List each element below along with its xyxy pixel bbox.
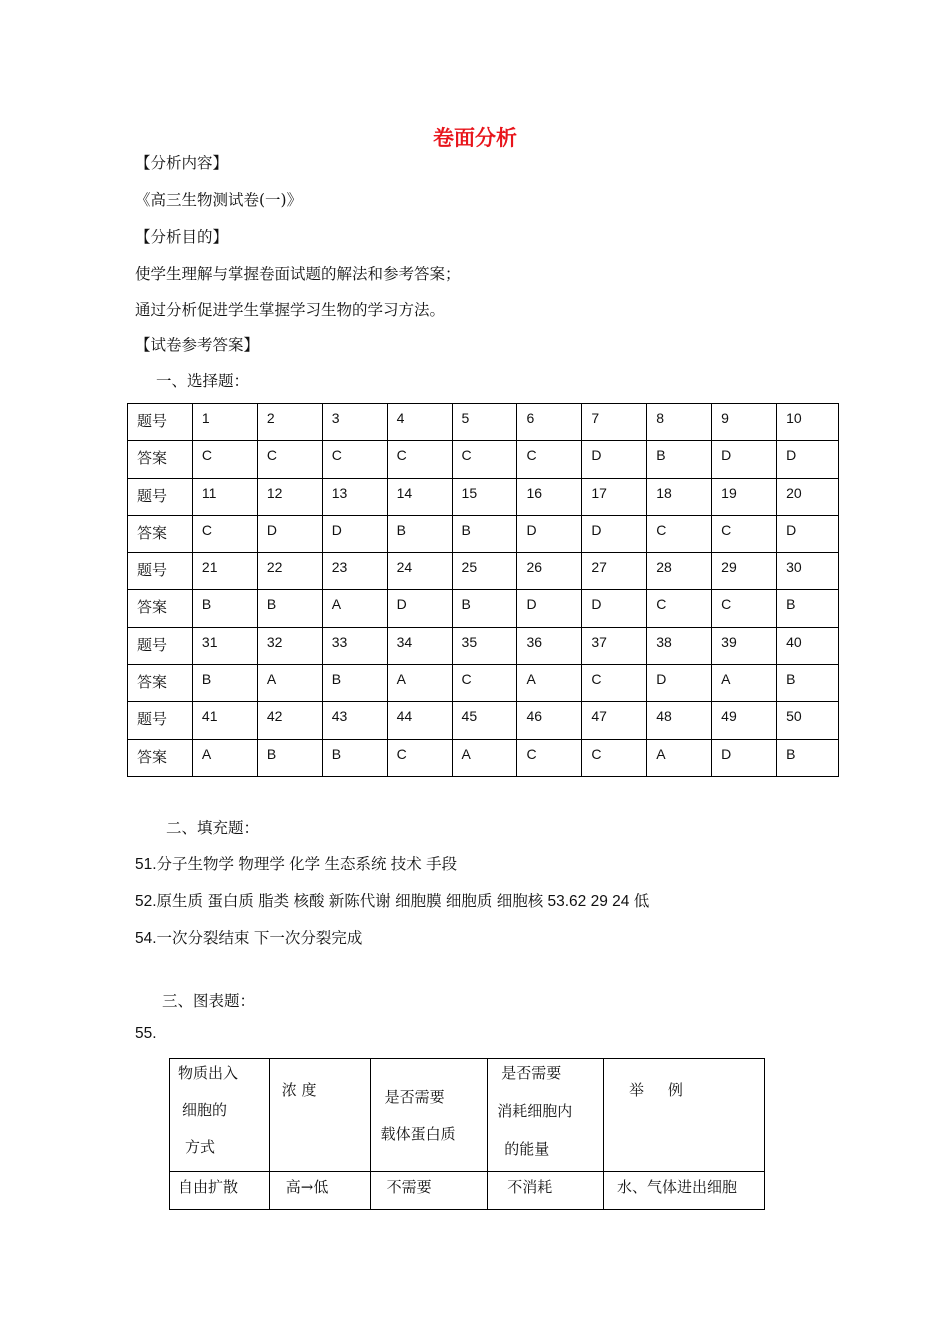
- question-number-cell: 7: [582, 404, 647, 441]
- question-number-cell: 43: [322, 702, 387, 739]
- answer-cell: D: [582, 515, 647, 552]
- answer-cell: D: [517, 590, 582, 627]
- question-number-cell: 13: [322, 478, 387, 515]
- question-number-cell: 35: [452, 627, 517, 664]
- answer-cell: B: [452, 515, 517, 552]
- question-number-cell: 24: [387, 553, 452, 590]
- question-number-row: [128, 404, 839, 441]
- question-number-cell: 40: [777, 627, 839, 664]
- answer-cell: A: [647, 739, 712, 776]
- goal-text-2: 通过分析促进学生掌握学习生物的学习方法。: [135, 301, 446, 319]
- row-label-number: 题号: [128, 627, 193, 664]
- section-chart-heading: 三、图表题：: [162, 992, 256, 1010]
- answer-cell: C: [712, 515, 777, 552]
- question-number-cell: 33: [322, 627, 387, 664]
- answer-cell: A: [192, 739, 257, 776]
- question-number-cell: 29: [712, 553, 777, 590]
- question-number-row: [128, 553, 839, 590]
- section-choice-heading: 一、选择题：: [156, 372, 250, 390]
- question-number-cell: 45: [452, 702, 517, 739]
- answer-row: [128, 441, 839, 478]
- header-energy-line-2: 消耗细胞内: [497, 1102, 573, 1120]
- question-number-cell: 18: [647, 478, 712, 515]
- header-carrier-line-2: 载体蛋白质: [380, 1125, 456, 1143]
- answer-cell: C: [582, 665, 647, 702]
- question-number-cell: 44: [387, 702, 452, 739]
- question-number-cell: 23: [322, 553, 387, 590]
- answer-54: 54.一次分裂结束 下一次分裂完成: [135, 930, 363, 947]
- row-label-answer: 答案: [128, 665, 193, 702]
- answer-row: [128, 590, 839, 627]
- answer-cell: C: [517, 739, 582, 776]
- heading-analysis-goal: 【分析目的】: [135, 228, 229, 246]
- question-number-cell: 38: [647, 627, 712, 664]
- answer-cell: B: [647, 441, 712, 478]
- answer-cell: D: [257, 515, 322, 552]
- question-number-cell: 46: [517, 702, 582, 739]
- question-number-cell: 37: [582, 627, 647, 664]
- header-energy-line-3: 的能量: [504, 1140, 550, 1158]
- answer-cell: A: [712, 665, 777, 702]
- cell-mode: 自由扩散: [170, 1172, 270, 1210]
- question-number-cell: 17: [582, 478, 647, 515]
- question-number-cell: 3: [322, 404, 387, 441]
- answer-51: 51.分子生物学 物理学 化学 生态系统 技术 手段: [135, 856, 458, 873]
- header-mode-line-3: 方式: [185, 1138, 216, 1156]
- header-mode-line-1: 物质出入: [178, 1064, 239, 1082]
- answer-cell: B: [192, 665, 257, 702]
- question-number-cell: 31: [192, 627, 257, 664]
- question-number-row: [128, 478, 839, 515]
- question-number-cell: 30: [777, 553, 839, 590]
- answer-row: [128, 739, 839, 776]
- section-fill-heading: 二、填充题：: [166, 819, 260, 837]
- answer-cell: A: [452, 739, 517, 776]
- answer-cell: C: [647, 515, 712, 552]
- cell-example: 水、气体进出细胞: [604, 1172, 765, 1210]
- question-number-cell: 50: [777, 702, 839, 739]
- question-number-cell: 36: [517, 627, 582, 664]
- question-number-cell: 1: [192, 404, 257, 441]
- answer-cell: B: [322, 739, 387, 776]
- row-label-answer: 答案: [128, 441, 193, 478]
- question-number-cell: 14: [387, 478, 452, 515]
- analysis-content-text: 《高三生物测试卷(一)》: [135, 191, 303, 209]
- row-label-answer: 答案: [128, 590, 193, 627]
- row-label-number: 题号: [128, 702, 193, 739]
- answer-cell: B: [192, 590, 257, 627]
- choice-answer-table: [127, 403, 839, 777]
- answer-cell: C: [517, 441, 582, 478]
- question-number-cell: 19: [712, 478, 777, 515]
- answer-cell: C: [647, 590, 712, 627]
- row-label-number: 题号: [128, 553, 193, 590]
- cell-carrier: 不需要: [370, 1172, 488, 1210]
- answer-cell: D: [322, 515, 387, 552]
- answer-cell: B: [257, 739, 322, 776]
- question-number-cell: 28: [647, 553, 712, 590]
- answer-cell: C: [387, 441, 452, 478]
- header-transport-mode: [170, 1059, 270, 1172]
- answer-cell: A: [257, 665, 322, 702]
- question-number-cell: 8: [647, 404, 712, 441]
- question-number-row: [128, 702, 839, 739]
- answer-cell: C: [192, 441, 257, 478]
- question-number-row: [128, 627, 839, 664]
- answer-cell: C: [192, 515, 257, 552]
- goal-text-1: 使学生理解与掌握卷面试题的解法和参考答案；: [135, 265, 461, 283]
- question-number-cell: 2: [257, 404, 322, 441]
- answer-cell: A: [322, 590, 387, 627]
- answer-cell: B: [777, 590, 839, 627]
- answer-cell: A: [517, 665, 582, 702]
- page-title: 卷面分析: [433, 126, 517, 150]
- question-number-cell: 41: [192, 702, 257, 739]
- question-55-label: 55.: [135, 1025, 157, 1042]
- question-number-cell: 32: [257, 627, 322, 664]
- answer-cell: C: [452, 441, 517, 478]
- question-number-cell: 25: [452, 553, 517, 590]
- answer-cell: A: [387, 665, 452, 702]
- header-carrier: [370, 1059, 488, 1172]
- heading-answers: 【试卷参考答案】: [135, 336, 260, 354]
- question-number-cell: 27: [582, 553, 647, 590]
- header-energy-line-1: 是否需要: [501, 1064, 562, 1082]
- row-label-number: 题号: [128, 478, 193, 515]
- question-number-cell: 16: [517, 478, 582, 515]
- header-energy: [488, 1059, 604, 1172]
- question-number-cell: 34: [387, 627, 452, 664]
- header-example: 举 例: [604, 1059, 765, 1172]
- row-label-number: 题号: [128, 404, 193, 441]
- question-number-cell: 21: [192, 553, 257, 590]
- question-number-cell: 4: [387, 404, 452, 441]
- answer-cell: C: [452, 665, 517, 702]
- answer-52-53: 52.原生质 蛋白质 脂类 核酸 新陈代谢 细胞膜 细胞质 细胞核 53.62 29 24 低: [135, 893, 650, 910]
- answer-cell: B: [777, 739, 839, 776]
- answer-cell: D: [712, 739, 777, 776]
- header-concentration: 浓 度: [269, 1059, 370, 1172]
- answer-cell: D: [582, 590, 647, 627]
- question-number-cell: 5: [452, 404, 517, 441]
- answer-cell: C: [387, 739, 452, 776]
- answer-cell: D: [582, 441, 647, 478]
- question-number-cell: 20: [777, 478, 839, 515]
- answer-cell: B: [452, 590, 517, 627]
- answer-cell: B: [777, 665, 839, 702]
- answer-row: [128, 665, 839, 702]
- answer-cell: D: [777, 515, 839, 552]
- question-number-cell: 6: [517, 404, 582, 441]
- question-number-cell: 10: [777, 404, 839, 441]
- heading-analysis-content: 【分析内容】: [135, 154, 229, 172]
- question-number-cell: 12: [257, 478, 322, 515]
- question-number-cell: 11: [192, 478, 257, 515]
- answer-cell: D: [777, 441, 839, 478]
- answer-row: [128, 515, 839, 552]
- answer-cell: D: [387, 590, 452, 627]
- cell-concentration: 高→低: [269, 1172, 370, 1210]
- answer-cell: B: [257, 590, 322, 627]
- answer-cell: D: [647, 665, 712, 702]
- answer-cell: C: [322, 441, 387, 478]
- answer-cell: C: [257, 441, 322, 478]
- question-number-cell: 49: [712, 702, 777, 739]
- question-number-cell: 22: [257, 553, 322, 590]
- transport-header-row: [170, 1059, 765, 1172]
- answer-cell: C: [582, 739, 647, 776]
- question-number-cell: 15: [452, 478, 517, 515]
- question-number-cell: 9: [712, 404, 777, 441]
- transport-row-diffusion: [170, 1172, 765, 1210]
- answer-cell: D: [712, 441, 777, 478]
- row-label-answer: 答案: [128, 739, 193, 776]
- answer-cell: C: [712, 590, 777, 627]
- cell-energy: 不消耗: [488, 1172, 604, 1210]
- answer-cell: B: [387, 515, 452, 552]
- question-number-cell: 48: [647, 702, 712, 739]
- header-mode-line-2: 细胞的: [182, 1101, 228, 1119]
- transport-table: [169, 1058, 765, 1210]
- row-label-answer: 答案: [128, 515, 193, 552]
- answer-cell: D: [517, 515, 582, 552]
- question-number-cell: 42: [257, 702, 322, 739]
- header-carrier-line-1: 是否需要: [384, 1088, 445, 1106]
- answer-cell: B: [322, 665, 387, 702]
- question-number-cell: 47: [582, 702, 647, 739]
- question-number-cell: 26: [517, 553, 582, 590]
- question-number-cell: 39: [712, 627, 777, 664]
